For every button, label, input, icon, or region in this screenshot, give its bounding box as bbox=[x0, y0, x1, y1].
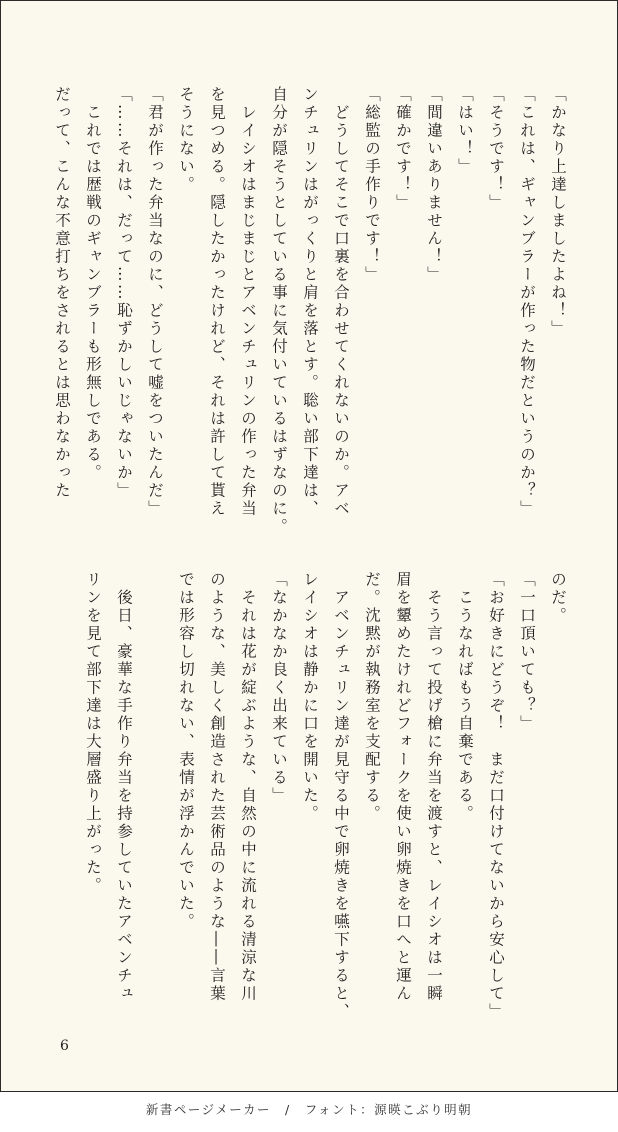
text-line: 「一口頂いても？」 bbox=[518, 571, 536, 733]
text-line: これでは歴戦のギャンブラーも形無しである。 bbox=[84, 86, 102, 482]
text-line: 眉を顰めたけれどフォークを使い卵焼きを口へと運ん bbox=[394, 571, 412, 1003]
text-block-upper bbox=[41, 86, 573, 536]
text-line: こうなればもう自棄である。 bbox=[456, 571, 474, 823]
text-line: レイシオはまじまじとアベンチュリンの作った弁当 bbox=[239, 86, 257, 518]
text-line: のだ。 bbox=[549, 571, 567, 625]
footer-credit: 新書ページメーカー / フォント：源暎こぶり明朝 bbox=[145, 1102, 473, 1117]
text-line: ンチュリンはがっくりと肩を落とす。聡い部下達は、 bbox=[301, 86, 319, 518]
text-line: 「かなり上達しましたよね！」 bbox=[549, 86, 567, 338]
text-line: リンを見て部下達は大層盛り上がった。 bbox=[84, 571, 102, 895]
text-line: では形容し切れない、表情が浮かんでいた。 bbox=[177, 571, 195, 931]
text-line: どうしてそこで口裏を合わせてくれないのか。アベ bbox=[332, 86, 350, 518]
text-line: 自分が隠そうとしている事に気付いているはずなのに。 bbox=[270, 86, 288, 536]
text-line: 「はい！」 bbox=[456, 86, 474, 176]
text-line: 「間違いありません！」 bbox=[425, 86, 443, 284]
text-block-lower bbox=[41, 571, 573, 1021]
text-line: のような、美しく創造された芸術品のような――言葉 bbox=[208, 571, 226, 1003]
text-line: 「総監の手作りです！」 bbox=[363, 86, 381, 284]
text-line: レイシオは静かに口を開いた。 bbox=[301, 571, 319, 823]
text-line: 「確かです！」 bbox=[394, 86, 412, 212]
text-line: そうにない。 bbox=[177, 86, 195, 194]
text-line: だ。沈黙が執務室を支配する。 bbox=[363, 571, 381, 823]
text-line: アベンチュリン達が見守る中で卵焼きを嚥下すると、 bbox=[332, 571, 350, 1021]
text-line: 後日、豪華な手作り弁当を持参していたアベンチュ bbox=[115, 571, 133, 1003]
text-line: 「そうです！」 bbox=[487, 86, 505, 212]
text-line: 「なかなか良く出来ている」 bbox=[270, 571, 288, 805]
text-line: 「……それは、だって……恥ずかしいじゃないか」 bbox=[115, 86, 133, 500]
text-line: だって、こんな不意打ちをされるとは思わなかった bbox=[53, 86, 71, 500]
text-line: 「君が作った弁当なのに、どうして嘘をついたんだ」 bbox=[146, 86, 164, 518]
text-line: 「これは、ギャンブラーが作った物だというのか？」 bbox=[518, 86, 536, 518]
text-line bbox=[139, 571, 170, 1013]
page-number: 6 bbox=[60, 1038, 69, 1054]
text-line: そう言って投げ槍に弁当を渡すと、レイシオは一瞬 bbox=[425, 571, 443, 1003]
text-line: それは花が綻ぶような、自然の中に流れる清涼な川 bbox=[239, 571, 257, 1003]
text-line: を見つめる。隠したかったけれど、それは許して貰え bbox=[208, 86, 226, 518]
text-line: 「お好きにどうぞ！ まだ口付けてないから安心して」 bbox=[487, 571, 505, 1021]
